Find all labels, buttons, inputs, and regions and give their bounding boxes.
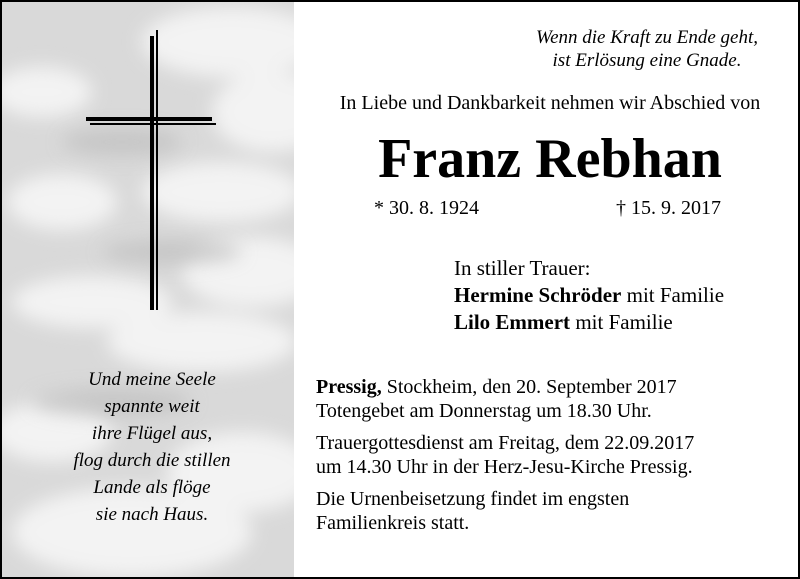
service-line: um 14.30 Uhr in der Herz-Jesu-Kirche Pressig. bbox=[316, 456, 693, 478]
poem-line: flog durch die stillen bbox=[73, 450, 231, 471]
mourner-name: Lilo Emmert bbox=[454, 310, 571, 334]
cross-icon bbox=[86, 30, 216, 312]
deceased-name: Franz Rebhan bbox=[378, 128, 722, 190]
quote bbox=[536, 26, 758, 72]
mourner-suffix: mit Familie bbox=[626, 283, 725, 307]
service-line: Trauergottesdienst am Freitag, dem 22.09.2017 bbox=[316, 432, 695, 454]
poem-line: Lande als flöge bbox=[93, 477, 211, 498]
mourner-entry bbox=[454, 309, 724, 336]
poem-line: ihre Flügel aus, bbox=[91, 423, 213, 444]
mourner-suffix: mit Familie bbox=[575, 310, 673, 334]
mourners-heading: In stiller Trauer: bbox=[454, 256, 591, 280]
intro-text: In Liebe und Dankbarkeit nehmen wir Abschied von bbox=[339, 92, 761, 114]
quote-line: ist Erlösung eine Gnade. bbox=[552, 50, 742, 71]
birth-date: * 30. 8. 1924 bbox=[374, 197, 479, 219]
urn-line: Familienkreis statt. bbox=[316, 512, 470, 534]
urn-line: Die Urnenbeisetzung findet im engsten bbox=[316, 488, 630, 510]
death-date: † 15. 9. 2017 bbox=[616, 197, 721, 219]
place-rest: Stockheim, den 20. September 2017 bbox=[386, 376, 677, 398]
mourner-entry bbox=[454, 282, 724, 309]
place-bold: Pressig, bbox=[316, 376, 382, 398]
mourner-name: Hermine Schröder bbox=[454, 283, 622, 307]
quote-line: Wenn die Kraft zu Ende geht, bbox=[536, 27, 758, 48]
mourners-section bbox=[454, 255, 724, 336]
sky-panel bbox=[2, 2, 294, 577]
details-section bbox=[316, 375, 694, 535]
poem bbox=[2, 366, 294, 528]
prayer-line: Totengebet am Donnerstag um 18.30 Uhr. bbox=[316, 400, 652, 422]
place-date-line bbox=[316, 375, 694, 399]
poem-line: Und meine Seele bbox=[88, 369, 216, 390]
poem-line: spannte weit bbox=[104, 396, 200, 417]
poem-line: sie nach Haus. bbox=[95, 504, 209, 525]
